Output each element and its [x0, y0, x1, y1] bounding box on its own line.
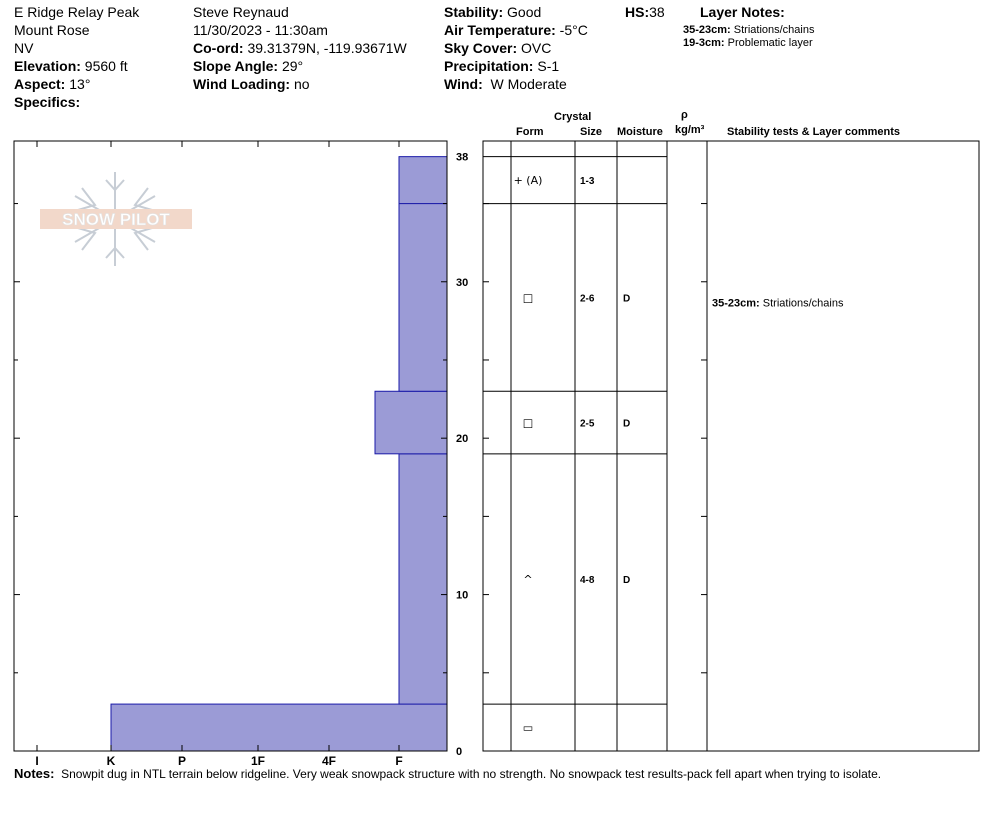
stability-label: Stability: — [444, 4, 504, 20]
hardness-bar — [111, 704, 447, 751]
hardness-bar — [399, 454, 447, 704]
location-name: E Ridge Relay Peak — [14, 4, 140, 20]
observation-datetime: 11/30/2023 - 11:30am — [193, 22, 328, 38]
notes — [14, 767, 881, 781]
layer-note-range: 35-23cm: — [683, 24, 731, 36]
range-name: Mount Rose — [14, 22, 90, 38]
crystal-form-symbol: ^ — [523, 572, 533, 586]
y-tick-label: 30 — [456, 276, 469, 289]
stability-header: Stability tests & Layer comments — [727, 126, 901, 138]
coord-value: 39.31379N, -119.93671W — [247, 40, 407, 56]
layer-comment: 35-23cm: Striations/chains — [712, 297, 844, 310]
density-symbol: ρ — [681, 109, 688, 121]
aspect-label: Aspect: — [14, 76, 66, 92]
y-tick-label: 0 — [456, 746, 463, 758]
hardness-bar — [375, 391, 447, 454]
specifics-label: Specifics: — [14, 94, 81, 110]
wind-loading-value: no — [293, 76, 310, 92]
density-unit: kg/m³ — [675, 124, 705, 136]
notes-label: Notes: — [14, 766, 55, 781]
state-name: NV — [14, 40, 34, 56]
moisture-value: D — [623, 418, 631, 430]
air-temp-value: -5°C — [559, 22, 588, 38]
x-tick-label: K — [106, 754, 116, 768]
y-axis — [14, 152, 707, 758]
hardness-bar — [399, 204, 447, 392]
elevation-label: Elevation: — [14, 58, 81, 74]
layer-note-text: Problematic layer — [727, 37, 813, 49]
x-tick-label: P — [177, 754, 187, 768]
moisture-header: Moisture — [617, 126, 663, 138]
crystal-size: 1-3 — [580, 176, 595, 188]
snowpilot-logo — [40, 172, 192, 266]
precip-label: Precipitation: — [444, 58, 534, 74]
wind-value: W Moderate — [490, 76, 567, 92]
layer-table — [483, 157, 844, 735]
hardness-bars — [111, 157, 447, 751]
wind-loading-label: Wind Loading: — [193, 76, 291, 92]
sky-label: Sky Cover: — [444, 40, 518, 56]
form-header: Form — [516, 126, 544, 138]
moisture-value: D — [623, 293, 631, 305]
hs-value: 38 — [649, 4, 665, 20]
y-tick-label: 38 — [456, 151, 469, 164]
slope-value: 29° — [281, 58, 304, 74]
y-tick-label: 10 — [456, 589, 469, 602]
hardness-bar — [399, 157, 447, 204]
chart-frames — [14, 141, 979, 751]
layer-note-text: Striations/chains — [733, 24, 815, 36]
x-axis — [35, 141, 402, 768]
table-frame — [483, 141, 979, 751]
air-temp-label: Air Temperature: — [444, 22, 556, 38]
hs-label: HS: — [625, 4, 650, 20]
layer-notes-title: Layer Notes: — [700, 4, 785, 20]
x-tick-label: I — [35, 754, 39, 768]
aspect-value: 13° — [69, 76, 91, 92]
wind-label: Wind: — [444, 76, 483, 92]
logo-text: SNOW PILOT — [62, 210, 170, 229]
crystal-form-symbol: □ — [522, 291, 534, 305]
crystal-form-symbol: □ — [522, 416, 534, 430]
slope-label: Slope Angle: — [193, 58, 279, 74]
stability-value: Good — [507, 4, 542, 20]
moisture-value: D — [623, 574, 631, 586]
coord-label: Co-ord: — [193, 40, 244, 56]
x-tick-label: F — [395, 754, 403, 768]
x-tick-label: 4F — [321, 754, 337, 768]
crystal-header: Crystal — [554, 111, 592, 123]
observer-name: Steve Reynaud — [193, 4, 289, 20]
precip-value: S-1 — [537, 58, 560, 74]
crystal-size: 2-5 — [580, 418, 595, 430]
x-tick-label: 1F — [250, 754, 266, 768]
notes-text: Snowpit dug in NTL terrain below ridgeline. Very weak snowpack structure with no strength. No snowpack test results-pack fell apart when trying to isolate. — [61, 767, 882, 781]
elevation-value: 9560 ft — [84, 58, 128, 74]
y-tick-label: 20 — [456, 433, 469, 446]
crystal-form-symbol: ▭ — [522, 721, 534, 735]
sky-value: OVC — [521, 40, 552, 56]
layer-note-range: 19-3cm: — [683, 37, 725, 49]
crystal-form-symbol: + (A) — [513, 174, 543, 188]
crystal-size: 2-6 — [580, 293, 595, 305]
size-header: Size — [580, 126, 603, 138]
crystal-size: 4-8 — [580, 574, 595, 586]
